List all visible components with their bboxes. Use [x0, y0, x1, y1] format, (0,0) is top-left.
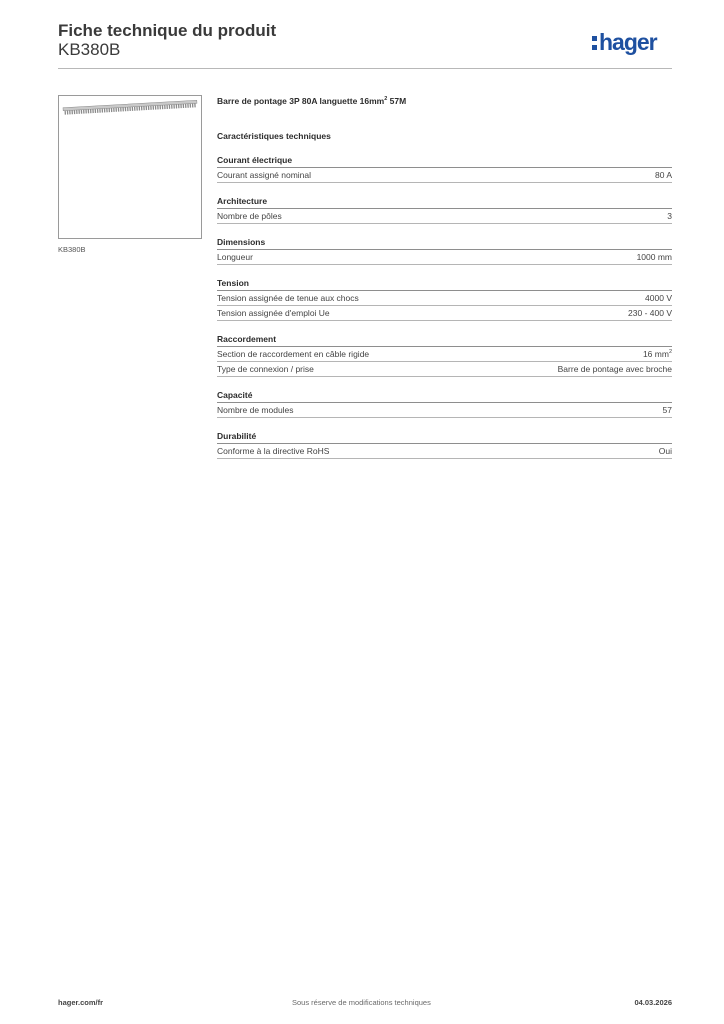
- spec-value-cell: [659, 444, 672, 458]
- spec-label: Longueur: [217, 252, 253, 262]
- page-title: Fiche technique du produit: [58, 21, 277, 40]
- product-title: [217, 95, 672, 107]
- spec-value-cell: [637, 250, 672, 264]
- spec-value-cell: [558, 362, 672, 376]
- spec-section: [217, 195, 672, 224]
- section-title: Raccordement: [217, 333, 672, 347]
- spec-label: Tension assignée de tenue aux chocs: [217, 293, 359, 303]
- spec-row: [217, 444, 672, 459]
- spec-value: 16 mm: [642, 349, 669, 359]
- spec-label: Tension assignée d'emploi Ue: [217, 308, 330, 318]
- spec-section: [217, 277, 672, 321]
- footer-notice: Sous réserve de modifications techniques: [292, 998, 431, 1007]
- spec-row: [217, 250, 672, 265]
- spec-section: [217, 333, 672, 377]
- footer-website[interactable]: hager.com/fr: [58, 998, 104, 1007]
- section-title: Dimensions: [217, 236, 672, 250]
- footer-date: 04.03.2026: [634, 998, 672, 1007]
- spec-value: 4000 V: [645, 293, 672, 303]
- hager-logo: [590, 28, 674, 58]
- spec-row: [217, 403, 672, 418]
- spec-section: [217, 430, 672, 459]
- spec-value-cell: [645, 291, 672, 305]
- spec-row: [217, 168, 672, 183]
- spec-value: Barre de pontage avec broche: [557, 364, 672, 374]
- brand-wordmark: hager: [599, 29, 657, 55]
- spec-row: [217, 347, 672, 362]
- section-title: Tension: [217, 277, 672, 291]
- spec-label: Conforme à la directive RoHS: [217, 446, 330, 456]
- spec-value: 230 - 400 V: [628, 308, 672, 318]
- spec-value: 3: [667, 211, 672, 221]
- spec-label: Courant assigné nominal: [217, 170, 312, 180]
- section-title: Architecture: [217, 195, 672, 209]
- spec-label: Section de raccordement en câble rigide: [217, 349, 370, 359]
- spec-value: Oui: [658, 446, 672, 456]
- spec-row: [217, 291, 672, 306]
- product-title-suffix: 57M: [387, 96, 407, 106]
- spec-row: [217, 209, 672, 224]
- spec-sections: [217, 154, 672, 459]
- spec-content: [217, 95, 672, 459]
- spec-section: [217, 389, 672, 418]
- spec-value: 57: [662, 405, 672, 415]
- spec-value-sup: 2: [668, 349, 672, 356]
- busbar-illustration: [59, 96, 201, 238]
- product-image: [58, 95, 202, 239]
- spec-label: Nombre de modules: [217, 405, 294, 415]
- spec-section: [217, 236, 672, 265]
- spec-value: 1000 mm: [636, 252, 672, 262]
- spec-row: [217, 362, 672, 377]
- section-title: Capacité: [217, 389, 672, 403]
- spec-value-cell: [655, 168, 672, 182]
- product-title-main: Barre de pontage 3P 80A languette 16mm: [217, 96, 385, 106]
- spec-value-cell: [667, 209, 672, 223]
- spec-value-cell: [628, 306, 672, 320]
- product-title-sup: 2: [384, 96, 388, 103]
- section-title: Courant électrique: [217, 154, 672, 168]
- spec-row: [217, 306, 672, 321]
- spec-label: Type de connexion / prise: [217, 364, 314, 374]
- spec-label: Nombre de pôles: [217, 211, 282, 221]
- image-caption: KB380B: [58, 245, 86, 254]
- header-divider: [58, 68, 672, 69]
- spec-value-cell: [643, 347, 672, 361]
- spec-value-cell: [663, 403, 672, 417]
- specs-heading: Caractéristiques techniques: [217, 131, 331, 141]
- section-title: Durabilité: [217, 430, 672, 444]
- spec-value: 80 A: [654, 170, 672, 180]
- product-reference: KB380B: [58, 40, 121, 59]
- spec-section: [217, 154, 672, 183]
